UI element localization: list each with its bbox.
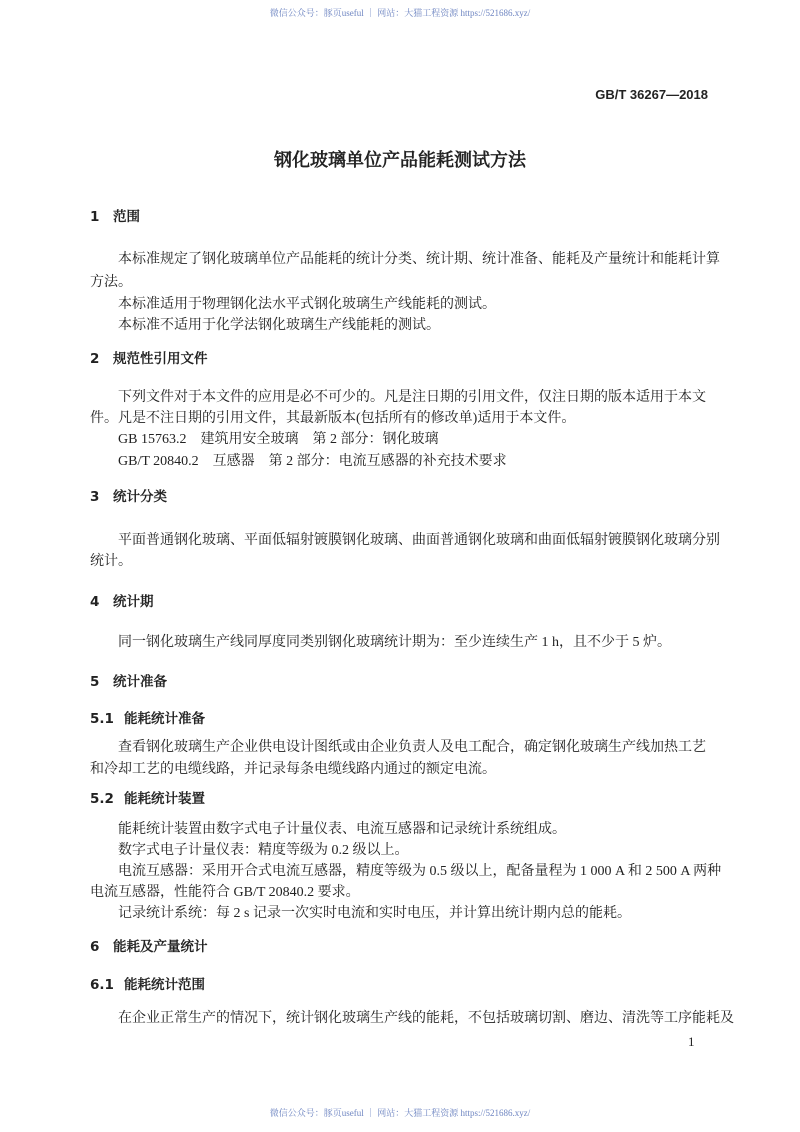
- paragraph-line: 在企业正常生产的情况下，统计钢化玻璃生产线的能耗，不包括玻璃切割、磨边、清洗等工序能耗及: [118, 1011, 734, 1026]
- section-number: 1: [90, 209, 100, 225]
- section-label: 范围: [113, 209, 140, 225]
- standard-number: GB/T 36267—2018: [595, 87, 708, 102]
- section-label: 能耗统计准备: [124, 711, 205, 727]
- paragraph-line: 记录统计系统：每 2 s 记录一次实时电流和实时电压，并计算出统计期内总的能耗。: [118, 906, 631, 921]
- paragraph-line: 电流互感器，性能符合 GB/T 20840.2 要求。: [90, 885, 360, 900]
- paragraph-line: 下列文件对于本文件的应用是必不可少的。凡是注日期的引用文件，仅注日期的版本适用于本文: [118, 390, 706, 405]
- watermark-top: 微信公众号：豚页useful ｜ 网站：大猫工程资源 https://521686.xyz/: [269, 8, 531, 18]
- section-label: 能耗统计装置: [124, 791, 205, 807]
- paragraph-line: 本标准不适用于化学法钢化玻璃生产线能耗的测试。: [118, 318, 440, 333]
- paragraph-line: 本标准适用于物理钢化法水平式钢化玻璃生产线能耗的测试。: [118, 297, 496, 312]
- section-label: 统计期: [113, 594, 154, 610]
- document-title: 钢化玻璃单位产品能耗测试方法: [274, 150, 526, 171]
- paragraph-line: 电流互感器：采用开合式电流互感器，精度等级为 0.5 级以上，配备量程为 1 000 A 和 2 500 A 两种: [118, 864, 722, 879]
- section-label: 规范性引用文件: [113, 351, 208, 367]
- section-label: 统计准备: [113, 674, 167, 690]
- section-label: 能耗及产量统计: [113, 939, 208, 955]
- paragraph-line: 统计。: [90, 554, 132, 569]
- watermark-bottom: 微信公众号：豚页useful ｜ 网站：大猫工程资源 https://521686.xyz/: [269, 1108, 531, 1118]
- section-number: 4: [90, 594, 100, 610]
- reference-item: GB/T 20840.2 互感器 第 2 部分：电流互感器的补充技术要求: [118, 454, 507, 469]
- section-number: 3: [90, 489, 100, 505]
- paragraph-line: 平面普通钢化玻璃、平面低辐射镀膜钢化玻璃、曲面普通钢化玻璃和曲面低辐射镀膜钢化玻璃分别: [118, 533, 720, 548]
- page-number: 1: [688, 1034, 695, 1049]
- section-label: 统计分类: [113, 489, 167, 505]
- section-number: 5: [90, 674, 100, 690]
- section-number: 6: [90, 939, 100, 955]
- section-label: 能耗统计范围: [124, 977, 205, 993]
- paragraph-line: 查看钢化玻璃生产企业供电设计图纸或由企业负责人及电工配合，确定钢化玻璃生产线加热工艺: [118, 740, 706, 755]
- paragraph-line: 数字式电子计量仪表：精度等级为 0.2 级以上。: [118, 843, 409, 858]
- section-number: 5.2: [90, 791, 114, 807]
- section-number: 2: [90, 351, 100, 367]
- section-number: 6.1: [90, 977, 114, 993]
- paragraph-line: 方法。: [90, 275, 132, 290]
- paragraph-line: 同一钢化玻璃生产线同厚度同类别钢化玻璃统计期为：至少连续生产 1 h，且不少于 5 炉。: [118, 635, 671, 650]
- section-number: 5.1: [90, 711, 114, 727]
- paragraph-line: 能耗统计装置由数字式电子计量仪表、电流互感器和记录统计系统组成。: [118, 822, 566, 837]
- reference-item: GB 15763.2 建筑用安全玻璃 第 2 部分：钢化玻璃: [118, 432, 439, 447]
- paragraph-line: 本标准规定了钢化玻璃单位产品能耗的统计分类、统计期、统计准备、能耗及产量统计和能耗计算: [118, 252, 720, 267]
- paragraph-line: 和冷却工艺的电缆线路，并记录每条电缆线路内通过的额定电流。: [90, 762, 496, 777]
- paragraph-line: 件。凡是不注日期的引用文件，其最新版本(包括所有的修改单)适用于本文件。: [90, 411, 576, 426]
